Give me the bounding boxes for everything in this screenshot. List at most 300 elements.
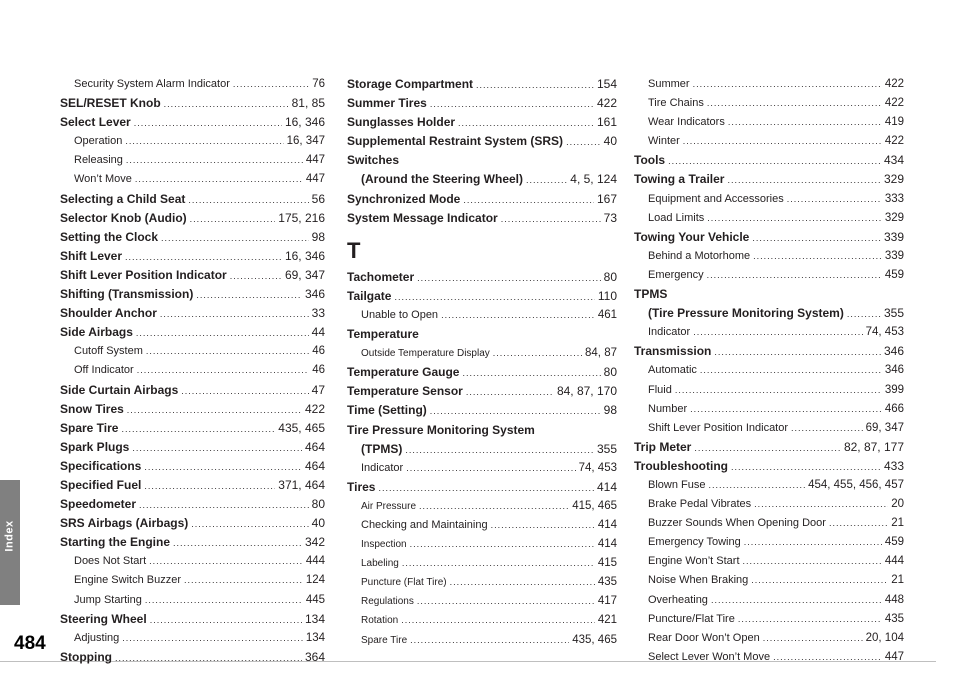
index-term: Puncture (Flat Tire) xyxy=(361,577,447,589)
index-term: Behind a Motorhome xyxy=(648,249,751,262)
index-entry xyxy=(634,533,904,552)
index-entry xyxy=(634,571,904,590)
dot-leader xyxy=(115,649,302,667)
index-term: Shoulder Anchor xyxy=(60,306,157,321)
dot-leader xyxy=(430,402,601,420)
dot-leader xyxy=(164,95,289,113)
index-term: Fluid xyxy=(648,383,672,396)
index-term: Wear Indicators xyxy=(648,116,725,129)
index-page-refs: 461 xyxy=(597,308,617,321)
index-page-refs: 415, 465 xyxy=(572,499,617,512)
index-page-refs: 69, 347 xyxy=(284,267,325,282)
index-term: Switches xyxy=(347,153,400,168)
index-column-1 xyxy=(60,75,325,667)
index-page-refs: 415 xyxy=(597,557,617,570)
index-entry xyxy=(347,421,617,440)
dot-leader xyxy=(410,535,595,554)
dot-leader xyxy=(450,573,595,592)
index-entry xyxy=(60,495,325,514)
index-page-refs: 20, 104 xyxy=(865,631,904,644)
index-entry xyxy=(347,401,617,420)
index-page-refs: 355 xyxy=(596,441,617,456)
index-entry xyxy=(634,342,904,361)
index-entry xyxy=(60,514,325,533)
index-term: Engine Won’t Start xyxy=(648,555,740,568)
index-page-refs: 74, 453 xyxy=(865,326,904,339)
index-page-refs: 454, 455, 456, 457 xyxy=(808,478,904,491)
index-entry xyxy=(60,342,325,361)
index-page-refs: 414 xyxy=(597,518,617,531)
index-page-refs: 73 xyxy=(603,210,617,225)
index-term: Noise When Braking xyxy=(648,574,749,587)
dot-leader xyxy=(406,459,575,478)
dot-leader xyxy=(378,479,594,497)
index-page-refs: 98 xyxy=(311,229,325,244)
dot-leader xyxy=(160,305,309,323)
dot-leader xyxy=(405,441,594,459)
index-page-refs: 329 xyxy=(884,211,904,224)
index-entry xyxy=(347,478,617,497)
dot-leader xyxy=(144,458,302,476)
index-entry xyxy=(347,344,617,363)
dot-leader xyxy=(419,497,569,516)
index-page-refs: 448 xyxy=(884,593,904,606)
index-entry xyxy=(347,306,617,325)
index-term: Summer xyxy=(648,78,690,90)
dot-leader xyxy=(150,611,302,629)
index-term: Synchronized Mode xyxy=(347,191,461,206)
index-page-refs: 447 xyxy=(305,154,325,167)
index-page-refs: 422 xyxy=(884,135,904,148)
index-entry xyxy=(634,247,904,266)
index-entry xyxy=(60,228,325,247)
index-entry xyxy=(634,419,904,438)
dot-leader xyxy=(693,323,862,342)
index-term: Cutoff System xyxy=(74,345,143,358)
index-term: Troubleshooting xyxy=(634,458,728,473)
index-page-refs: 21 xyxy=(891,574,904,587)
index-term: SEL/RESET Knob xyxy=(60,96,161,111)
dot-leader xyxy=(668,152,881,170)
index-page-refs: 98 xyxy=(603,403,617,418)
index-term: Towing a Trailer xyxy=(634,172,725,187)
index-term: Checking and Maintaining xyxy=(361,518,488,531)
index-term: Spare Tire xyxy=(60,420,119,435)
index-page-refs: 339 xyxy=(884,249,904,262)
index-page-refs: 33 xyxy=(311,306,325,321)
index-term: Spare Tire xyxy=(361,634,408,646)
index-term: Engine Switch Buzzer xyxy=(74,574,181,587)
dot-leader xyxy=(125,132,283,151)
index-column-3 xyxy=(634,75,904,667)
index-page-refs: 134 xyxy=(305,631,325,644)
index-term: Speedometer xyxy=(60,497,137,512)
index-entry xyxy=(347,363,617,382)
index-page-refs: 110 xyxy=(597,288,617,303)
index-page-refs: 466 xyxy=(884,402,904,415)
index-entry xyxy=(347,611,617,630)
dot-leader xyxy=(727,171,881,189)
index-term: Emergency xyxy=(648,268,704,281)
index-entry xyxy=(60,533,325,552)
index-term: Shift Lever Position Indicator xyxy=(60,267,227,282)
dot-leader xyxy=(146,342,309,361)
index-term: Tailgate xyxy=(347,288,392,303)
index-term: Select Lever Won’t Move xyxy=(648,650,771,663)
dot-leader xyxy=(394,288,594,306)
index-page-refs: 419 xyxy=(884,116,904,129)
dot-leader xyxy=(184,571,303,590)
index-entry xyxy=(634,476,904,495)
index-entry xyxy=(634,610,904,629)
index-page-refs: 339 xyxy=(883,229,904,244)
letter-heading-t: T xyxy=(347,237,361,263)
index-page-refs: 422 xyxy=(596,96,617,111)
index-page-refs: 464 xyxy=(304,458,325,473)
index-term: Puncture/Flat Tire xyxy=(648,612,735,625)
index-page-refs: 364 xyxy=(304,649,325,664)
index-term: Operation xyxy=(74,135,123,148)
index-term: Side Airbags xyxy=(60,325,133,340)
index-entry xyxy=(347,592,617,611)
page-number: 484 xyxy=(14,633,46,654)
index-entry xyxy=(347,573,617,592)
index-entry xyxy=(347,113,617,132)
dot-leader xyxy=(173,534,302,552)
dot-leader xyxy=(410,631,569,650)
index-page-refs: 346 xyxy=(304,287,325,302)
dot-leader xyxy=(430,95,594,113)
index-entry xyxy=(347,631,617,650)
dot-leader xyxy=(707,266,882,285)
index-entry xyxy=(60,400,325,419)
index-entry xyxy=(634,190,904,209)
index-term: Specifications xyxy=(60,458,142,473)
index-entry xyxy=(347,94,617,113)
index-term: Inspection xyxy=(361,539,407,551)
index-entry xyxy=(634,228,904,247)
index-term: Temperature xyxy=(347,327,419,342)
dot-leader xyxy=(714,343,881,361)
dot-leader xyxy=(491,516,595,535)
index-page-refs: 84, 87 xyxy=(585,347,617,360)
dot-leader xyxy=(707,94,882,113)
index-page-refs: 16, 346 xyxy=(284,115,325,130)
dot-leader xyxy=(829,514,888,533)
index-entry xyxy=(60,304,325,323)
dot-leader xyxy=(134,114,282,132)
index-term: Summer Tires xyxy=(347,96,427,111)
dot-leader xyxy=(230,267,282,285)
index-column-2 xyxy=(347,75,617,650)
index-page-refs: 16, 346 xyxy=(284,248,325,263)
index-entry xyxy=(634,209,904,228)
dot-leader xyxy=(728,113,882,132)
index-term: Supplemental Restraint System (SRS) xyxy=(347,134,564,149)
index-group-t xyxy=(347,268,617,650)
index-entry xyxy=(634,381,904,400)
index-page-refs: 464 xyxy=(304,439,325,454)
index-entry xyxy=(60,361,325,380)
dot-leader xyxy=(753,247,882,266)
dot-leader xyxy=(458,114,594,132)
index-page-refs: 40 xyxy=(603,134,617,149)
index-side-label: Index xyxy=(4,520,17,552)
dot-leader xyxy=(462,364,600,382)
dot-leader xyxy=(441,306,595,325)
index-term: Select Lever xyxy=(60,115,131,130)
index-page-refs: 444 xyxy=(884,555,904,568)
index-page-refs: 459 xyxy=(884,536,904,549)
dot-leader xyxy=(139,496,309,514)
index-entry xyxy=(634,361,904,380)
index-term: Emergency Towing xyxy=(648,536,741,549)
index-entry xyxy=(60,381,325,400)
index-entry xyxy=(60,285,325,304)
index-term: Buzzer Sounds When Opening Door xyxy=(648,517,826,530)
index-entry xyxy=(60,476,325,495)
dot-leader xyxy=(707,209,882,228)
index-page-refs: 80 xyxy=(603,365,617,380)
dot-leader xyxy=(526,171,567,189)
index-term: Jump Starting xyxy=(74,593,142,606)
index-term: Automatic xyxy=(648,364,697,377)
index-entry xyxy=(60,209,325,228)
index-term: Tire Chains xyxy=(648,97,704,110)
index-entry xyxy=(347,459,617,478)
index-page-refs: 417 xyxy=(597,595,617,608)
index-entry xyxy=(60,247,325,266)
index-page-refs: 76 xyxy=(312,78,325,90)
index-entry xyxy=(347,132,617,151)
index-term: Indicator xyxy=(648,326,691,339)
index-term: Number xyxy=(648,402,688,415)
index-entry xyxy=(347,268,617,287)
index-entry xyxy=(634,648,904,667)
dot-leader xyxy=(751,571,888,590)
index-page-refs: 47 xyxy=(311,382,325,397)
index-term: Selecting a Child Seat xyxy=(60,191,186,206)
dot-leader xyxy=(463,191,594,209)
dot-leader xyxy=(743,552,882,571)
dot-leader xyxy=(773,648,882,667)
dot-leader xyxy=(402,554,595,573)
index-term: Setting the Clock xyxy=(60,229,159,244)
index-entry xyxy=(60,132,325,151)
index-term: Time (Setting) xyxy=(347,403,427,418)
index-term: Shift Lever Position Indicator xyxy=(648,421,789,434)
dot-leader xyxy=(466,383,554,401)
index-term: Adjusting xyxy=(74,631,120,644)
index-page-refs: 74, 453 xyxy=(578,461,617,474)
dot-leader xyxy=(700,361,882,380)
index-entry xyxy=(60,591,325,610)
index-entry xyxy=(60,419,325,438)
index-page-refs: 422 xyxy=(884,78,904,90)
index-term: Outside Temperature Display xyxy=(361,348,490,360)
dot-leader xyxy=(132,439,302,457)
dot-leader xyxy=(683,132,882,151)
dot-leader xyxy=(121,420,275,438)
index-page-refs: 161 xyxy=(596,115,617,130)
index-page-refs: 346 xyxy=(883,344,904,359)
index-page-refs: 21 xyxy=(891,517,904,530)
index-entry xyxy=(60,648,325,667)
index-page-refs: 134 xyxy=(304,611,325,626)
dot-leader xyxy=(787,190,882,209)
index-entry xyxy=(347,190,617,209)
index-term: Indicator xyxy=(361,461,404,474)
dot-leader xyxy=(233,75,309,94)
index-entry xyxy=(347,170,617,189)
dot-leader xyxy=(149,552,303,571)
index-term: Shift Lever xyxy=(60,248,123,263)
index-entry xyxy=(634,170,904,189)
index-page-refs: 80 xyxy=(603,269,617,284)
index-entry xyxy=(60,190,325,209)
index-entry xyxy=(60,113,325,132)
index-page-refs: 167 xyxy=(596,191,617,206)
dot-leader xyxy=(137,361,309,380)
index-page-refs: 346 xyxy=(884,364,904,377)
index-entry xyxy=(60,629,325,648)
index-entry xyxy=(634,591,904,610)
index-term: (Tire Pressure Monitoring System) xyxy=(648,306,844,321)
index-entry xyxy=(60,170,325,189)
index-page-refs: 329 xyxy=(883,172,904,187)
index-entry xyxy=(634,495,904,514)
index-entry xyxy=(60,75,325,94)
index-term: Snow Tires xyxy=(60,401,124,416)
index-term: Blown Fuse xyxy=(648,478,706,491)
dot-leader xyxy=(417,592,595,611)
index-term: Rear Door Won’t Open xyxy=(648,631,760,644)
index-term: Releasing xyxy=(74,154,123,167)
dot-leader xyxy=(188,191,308,209)
index-term: Winter xyxy=(648,135,680,148)
index-term: Shifting (Transmission) xyxy=(60,287,194,302)
dot-leader xyxy=(126,151,303,170)
index-page-refs: 4, 5, 124 xyxy=(570,172,617,187)
index-page-refs: 447 xyxy=(884,650,904,663)
dot-leader xyxy=(476,76,594,94)
index-term: Unable to Open xyxy=(361,308,439,321)
index-page-refs: 56 xyxy=(311,191,325,206)
index-page-refs: 445 xyxy=(305,593,325,606)
index-entry xyxy=(634,151,904,170)
index-term: Trip Meter xyxy=(634,439,692,454)
index-entry xyxy=(60,610,325,629)
index-entry xyxy=(634,457,904,476)
index-entry xyxy=(347,209,617,228)
index-entry xyxy=(634,285,904,304)
index-term: Regulations xyxy=(361,596,414,608)
index-entry xyxy=(634,113,904,132)
index-entry xyxy=(60,571,325,590)
dot-leader xyxy=(694,439,841,457)
index-term: Starting the Engine xyxy=(60,535,171,550)
index-page-refs: 444 xyxy=(305,555,325,568)
index-entry xyxy=(347,554,617,573)
index-page-refs: 434 xyxy=(883,153,904,168)
index-term: (TPMS) xyxy=(361,441,403,456)
index-entry xyxy=(347,151,617,170)
index-entry xyxy=(347,497,617,516)
index-term: Selector Knob (Audio) xyxy=(60,210,187,225)
dot-leader xyxy=(847,305,881,323)
index-entry xyxy=(60,94,325,113)
dot-leader xyxy=(191,515,308,533)
index-term: Spark Plugs xyxy=(60,439,130,454)
index-term: Steering Wheel xyxy=(60,611,147,626)
index-page-refs: 333 xyxy=(884,192,904,205)
index-page-refs: 20 xyxy=(891,498,904,511)
index-entry xyxy=(634,304,904,323)
index-entry xyxy=(634,266,904,285)
index-term: SRS Airbags (Airbags) xyxy=(60,516,189,531)
index-entry xyxy=(60,438,325,457)
index-entry xyxy=(60,323,325,342)
dot-leader xyxy=(708,476,805,495)
index-term: Towing Your Vehicle xyxy=(634,229,750,244)
index-term: Tachometer xyxy=(347,269,415,284)
index-page-refs: 435, 465 xyxy=(572,633,617,646)
index-term: Temperature Gauge xyxy=(347,365,460,380)
index-entry xyxy=(60,151,325,170)
dot-leader xyxy=(493,344,582,363)
dot-leader xyxy=(136,324,309,342)
dot-leader xyxy=(791,419,863,438)
index-entry xyxy=(634,132,904,151)
index-page-refs: 16, 347 xyxy=(286,135,325,148)
index-term: Off Indicator xyxy=(74,364,134,377)
index-entry xyxy=(347,535,617,554)
index-term: TPMS xyxy=(634,287,668,302)
index-entry xyxy=(347,75,617,94)
dot-leader xyxy=(754,495,888,514)
index-entry xyxy=(347,287,617,306)
dot-leader xyxy=(401,611,595,630)
dot-leader xyxy=(196,286,302,304)
dot-leader xyxy=(144,477,275,495)
dot-leader xyxy=(127,401,302,419)
dot-leader xyxy=(181,382,308,400)
index-page-refs: 46 xyxy=(312,345,325,358)
index-term: Storage Compartment xyxy=(347,77,474,91)
index-page-refs: 422 xyxy=(304,401,325,416)
index-page-refs: 371, 464 xyxy=(278,477,325,492)
dot-leader xyxy=(744,533,882,552)
dot-leader xyxy=(738,610,882,629)
index-term: Tire Pressure Monitoring System xyxy=(347,422,535,437)
index-term: Load Limits xyxy=(648,211,705,224)
index-entry xyxy=(347,382,617,401)
dot-leader xyxy=(731,458,881,476)
index-term: Side Curtain Airbags xyxy=(60,382,179,397)
index-term: Transmission xyxy=(634,344,712,359)
index-term: Labeling xyxy=(361,558,399,570)
index-entry xyxy=(60,266,325,285)
dot-leader xyxy=(675,381,882,400)
index-term: Won’t Move xyxy=(74,173,132,186)
index-page-refs: 355 xyxy=(883,306,904,321)
index-entry xyxy=(634,400,904,419)
index-term: (Around the Steering Wheel) xyxy=(361,172,523,187)
index-page-refs: 433 xyxy=(883,458,904,473)
index-term: Brake Pedal Vibrates xyxy=(648,498,752,511)
index-page-refs: 154 xyxy=(596,77,617,91)
index-page-refs: 447 xyxy=(305,173,325,186)
